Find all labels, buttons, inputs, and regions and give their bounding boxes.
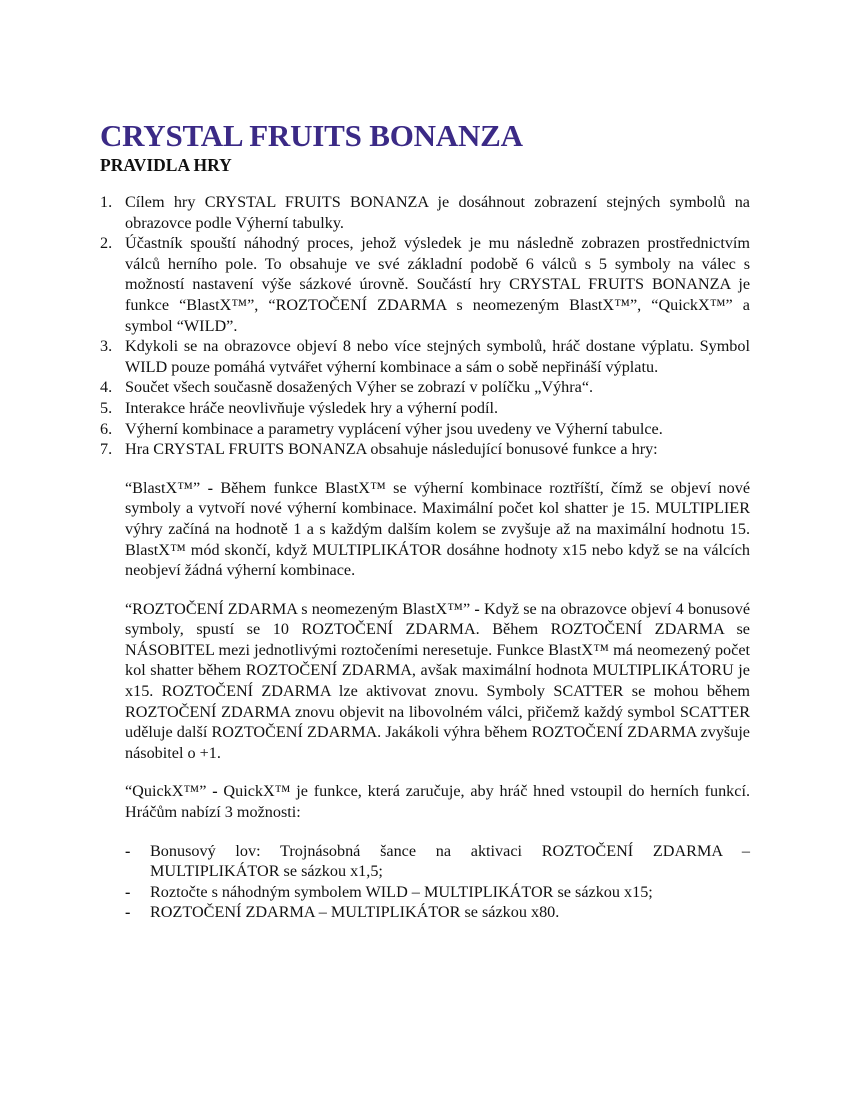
feature-quickx [125, 781, 750, 822]
feature-text: Když se na obrazovce objeví 4 bonusové symboly, spustí se 10 ROZTOČENÍ ZDARMA. Během ROZTOČENÍ ZDARMA se NÁSOBITEL mezi jednotlivými roztočeními neresetuje. Funkce BlastX™ má neomezený počet kol shatter během ROZTOČENÍ ZDARMA, avšak maximální hodnota MULTIPLIKÁTORU je x15. ROZTOČENÍ ZDARMA lze aktivovat znovu. Symboly SCATTER se mohou během ROZTOČENÍ ZDARMA znovu objevit na libovolném válci, přičemž každý symbol SCATTER uděluje další ROZTOČENÍ ZDARMA. Jakákoli výhra během ROZTOČENÍ ZDARMA zvyšuje násobitel o +1. [125, 599, 751, 762]
document-subtitle: PRAVIDLA HRY [100, 155, 232, 175]
option-item [100, 882, 750, 903]
bullet-dash: - [125, 841, 131, 860]
rule-text: Kdykoli se na obrazovce objeví 8 nebo více stejných symbolů, hráč dostane výplatu. Symbol WILD pouze pomáhá vytvářet výherní kombinace a sám o sobě nepřináší výplatu. [125, 337, 750, 376]
feature-name: “QuickX™” [125, 782, 207, 801]
rule-number: 3. [100, 337, 113, 356]
rule-item [100, 336, 750, 377]
feature-name: “BlastX™” [125, 478, 201, 497]
option-text: Roztočte s náhodným symbolem WILD – MULTIPLIKÁTOR se sázkou x15; [150, 882, 653, 901]
document-page [100, 118, 750, 923]
rule-number: 6. [100, 419, 113, 438]
rule-text: Hra CRYSTAL FRUITS BONANZA obsahuje následující bonusové funkce a hry: [125, 440, 658, 459]
feature-name: “ROZTOČENÍ ZDARMA s neomezeným BlastX™” [125, 599, 471, 618]
feature-free-spins [125, 599, 750, 764]
feature-text: Během funkce BlastX™ se výherní kombinace roztříští, čímž se objeví nové symboly a vytvoří nové výherní kombinace. Maximální počet kol shatter je 15. MULTIPLIER výhry začíná na hodnotě 1 a s každým dalším kolem se zvyšuje až na maximální hodnotu 15. BlastX™ mód skončí, když MULTIPLIKÁTOR dosáhne hodnoty x15 nebo když se na válcích neobjeví žádná výherní kombinace. [125, 478, 751, 580]
feature-blastx [125, 478, 750, 581]
rule-text: Součet všech současně dosažených Výher se zobrazí v políčku „Výhra“. [125, 378, 594, 397]
rule-text: Účastník spouští náhodný proces, jehož výsledek je mu následně zobrazen prostřednictvím válců herního pole. To obsahuje ve své základní podobě 6 válců s 5 symboly na válec s možností nastavení výše sázkové úrovně. Součástí hry CRYSTAL FRUITS BONANZA je funkce “BlastX™”, “ROZTOČENÍ ZDARMA s neomezeným BlastX™”, “QuickX™” a symbol “WILD”. [125, 234, 750, 335]
rule-item [100, 419, 750, 440]
feature-text: QuickX™ je funkce, která zaručuje, aby hráč hned vstoupil do herních funkcí. Hráčům nabízí 3 možnosti: [125, 782, 750, 822]
rules-list [100, 192, 750, 460]
option-text: ROZTOČENÍ ZDARMA – MULTIPLIKÁTOR se sázkou x80. [150, 903, 560, 922]
rule-number: 5. [100, 398, 113, 417]
bullet-dash: - [125, 903, 131, 922]
rule-text: Interakce hráče neovlivňuje výsledek hry a výherní podíl. [125, 398, 499, 417]
rule-number: 4. [100, 378, 113, 397]
option-item [100, 902, 750, 923]
rule-item [100, 439, 750, 460]
feature-dash: - [200, 478, 221, 497]
feature-dash: - [470, 599, 484, 618]
rule-item [100, 192, 750, 233]
rule-item [100, 398, 750, 419]
rule-text: Cílem hry CRYSTAL FRUITS BONANZA je dosáhnout zobrazení stejných symbolů na obrazovce podle Výherní tabulky. [125, 193, 750, 232]
feature-dash: - [206, 782, 224, 801]
document-title: CRYSTAL FRUITS BONANZA [100, 118, 523, 153]
rule-item [100, 233, 750, 336]
rule-number: 1. [100, 193, 113, 211]
rule-number: 7. [100, 440, 113, 459]
rule-item [100, 377, 750, 398]
option-text: Bonusový lov: Trojnásobná šance na aktivaci ROZTOČENÍ ZDARMA – MULTIPLIKÁTOR se sázkou x1,5; [150, 841, 750, 881]
rule-text: Výherní kombinace a parametry vyplácení výher jsou uvedeny ve Výherní tabulce. [125, 419, 663, 438]
option-item [100, 841, 750, 882]
bullet-dash: - [125, 882, 131, 901]
rule-number: 2. [100, 234, 113, 253]
quickx-options-list [100, 841, 750, 923]
